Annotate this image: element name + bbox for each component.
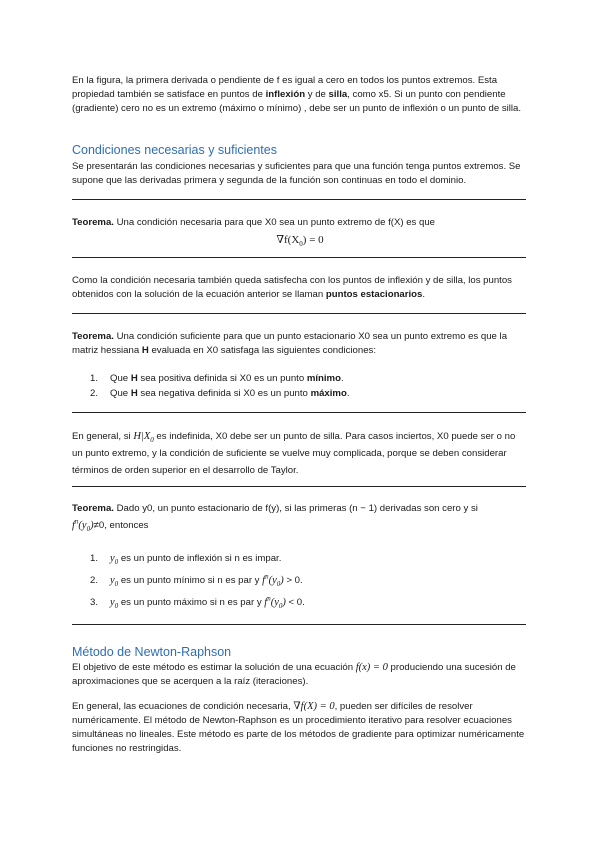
general-text-post: es indefinida, X0 debe ser un punto de silla. Para casos inciertos, X0 puede ser o no un punto extremo, y la condición de suficiente se vuelve muy complicada, porque se deben considerar términos de orden superior en el desarrollo de Taylor.	[72, 431, 516, 476]
divider	[72, 412, 526, 413]
intro-text-3: , como x5. Si un punto con pendiente (gradiente) cero no es un extremo (máximo o mínimo) , debe ser un punto de inflexión o un punto de silla.	[72, 89, 522, 114]
deriv-f: f	[262, 575, 266, 586]
general-math	[133, 431, 154, 445]
section1-body: Se presentarán las condiciones necesarias y suficientes para que una función tenga puntos extremos. Se supone que las derivadas primera y segunda de la función son continuas en todo el dominio.	[72, 161, 521, 186]
list-item	[72, 372, 528, 387]
item-hessian: H	[130, 373, 138, 384]
newton-equation: f(x) = 0	[355, 662, 388, 673]
theorem3-condition	[72, 518, 528, 534]
theorem2-list	[72, 372, 528, 401]
list-item	[72, 387, 528, 401]
theorem2-label: Teorema.	[72, 331, 114, 342]
theorem2-text	[72, 330, 528, 358]
item-math	[110, 597, 119, 611]
deriv-sup: n	[265, 572, 269, 581]
item-text: sea positiva definida si X0 es un punto	[137, 373, 307, 384]
item-end: .	[346, 388, 350, 399]
divider	[72, 486, 526, 487]
deriv-y: y	[274, 597, 279, 608]
item-text: Que	[110, 388, 131, 399]
intro-text-2: y de	[305, 89, 329, 100]
list-number: 2.	[90, 388, 99, 399]
cond-f: f	[72, 520, 75, 531]
item-hessian: H	[130, 388, 138, 399]
item-text: es un punto máximo si n es par y	[118, 597, 265, 608]
condition-math	[72, 517, 94, 534]
theorem3-body: Dado y0, un punto estacionario de f(y), si las primeras (n − 1) derivadas son cero y si	[113, 503, 478, 514]
general-math-expr: H|X	[133, 431, 151, 442]
section-title-conditions: Condiciones necesarias y suficientes	[72, 143, 277, 157]
list-number: 1.	[90, 553, 99, 564]
equation-rhs: ) = 0	[302, 234, 324, 246]
item-end: .	[340, 373, 344, 384]
theorem3-label: Teorema.	[72, 503, 114, 514]
theorem2-hessian: H	[141, 345, 149, 356]
deriv-sub: 0	[278, 602, 283, 611]
list-number: 1.	[90, 373, 99, 384]
item-y: y	[110, 553, 115, 564]
list-number: 3.	[90, 597, 99, 608]
item-text: es un punto de inflexión si n es impar.	[118, 553, 282, 564]
item-derivative: $f^n(y_0)$	[264, 594, 286, 611]
item-derivative: $f^n(y_0)$	[262, 572, 284, 589]
item-math	[110, 553, 119, 567]
deriv-f: f	[264, 597, 268, 608]
item-relation: < 0.	[285, 597, 305, 608]
deriv-sup: n	[267, 594, 271, 603]
general-paragraph	[72, 428, 528, 479]
general-text-pre: En general, si	[72, 431, 134, 442]
list-item	[72, 592, 528, 614]
section-title-newton: Método de Newton-Raphson	[72, 645, 232, 659]
newton-text-post: produciendo una sucesión de aproximaciones que se acerquen a la raíz (iteraciones).	[72, 662, 516, 687]
newton-text-pre: El objetivo de este método es estimar la solución de una ecuación	[72, 662, 356, 673]
item-sub: 0	[114, 580, 119, 589]
item-y: y	[110, 597, 115, 608]
general-math-sub: 0	[150, 436, 154, 445]
newton2-text-pre: En general, las ecuaciones de condición necesaria,	[72, 701, 294, 712]
equation-lhs: ∇f(X	[276, 234, 300, 246]
deriv-sub: 0	[276, 580, 281, 589]
newton2-equation: ∇f(X) = 0	[293, 701, 335, 712]
item-math	[110, 575, 119, 589]
stationary-text: Como la condición necesaria también queda satisfecha con los puntos de inflexión y de silla, los puntos obtenidos con la solución de la ecuación anterior se llaman	[72, 275, 512, 300]
list-item	[72, 548, 528, 570]
intro-bold-inflexion: inflexión	[265, 89, 306, 100]
cond-sup: n	[74, 517, 79, 526]
divider	[72, 624, 526, 625]
cond-end: ≠0, entonces	[93, 520, 149, 531]
theorem1-text	[72, 216, 528, 230]
deriv-y: y	[272, 575, 277, 586]
newton-paragraph-1	[72, 661, 528, 689]
item-y: y	[110, 575, 115, 586]
theorem1-label: Teorema.	[72, 217, 114, 228]
cond-close: )	[90, 520, 94, 531]
theorem3-list	[72, 548, 528, 614]
theorem3-text	[72, 502, 528, 516]
stationary-paragraph	[72, 274, 528, 302]
item-kind: máximo	[310, 388, 347, 399]
newton2-text-post: , pueden ser difíciles de resolver numéricamente. El método de Newton-Raphson es un procedimiento iterativo para resolver ecuaciones simultáneas no lineales. Este método es parte de los métodos de gradiente para optimizar numéricamente funciones no restringidas.	[72, 701, 525, 754]
item-sub: 0	[114, 602, 119, 611]
item-text: Que	[110, 373, 131, 384]
item-text: sea negativa definida si X0 es un punto	[137, 388, 311, 399]
divider	[72, 199, 526, 200]
theorem2-body-2: evaluada en X0 satisfaga las siguientes condiciones:	[148, 345, 376, 356]
list-number: 2.	[90, 575, 99, 586]
cond-sub: 0	[86, 525, 91, 534]
stationary-bold: puntos estacionarios	[325, 289, 423, 300]
list-item	[72, 570, 528, 592]
item-relation: > 0.	[283, 575, 303, 586]
stationary-end: .	[422, 289, 426, 300]
divider	[72, 313, 526, 314]
intro-text-1: En la figura, la primera derivada o pendiente de f es igual a cero en todos los puntos extremos. Esta propiedad también se satisface en puntos de	[72, 75, 498, 100]
intro-paragraph	[72, 74, 528, 116]
divider	[72, 257, 526, 258]
theorem1-equation	[72, 233, 528, 247]
newton-paragraph-2	[72, 700, 528, 756]
item-kind: mínimo	[306, 373, 341, 384]
intro-bold-silla: silla	[328, 89, 348, 100]
equation-subscript: 0	[299, 240, 303, 249]
theorem2-body: Una condición suficiente para que un punto estacionario X0 sea un punto extremo es que la matriz hessiana	[72, 331, 508, 356]
cond-arg: (y	[78, 520, 87, 531]
item-text: es un punto mínimo si n es par y	[118, 575, 263, 586]
theorem1-body: Una condición necesaria para que X0 sea un punto extremo de f(X) es que	[113, 217, 436, 228]
item-sub: 0	[114, 558, 119, 567]
